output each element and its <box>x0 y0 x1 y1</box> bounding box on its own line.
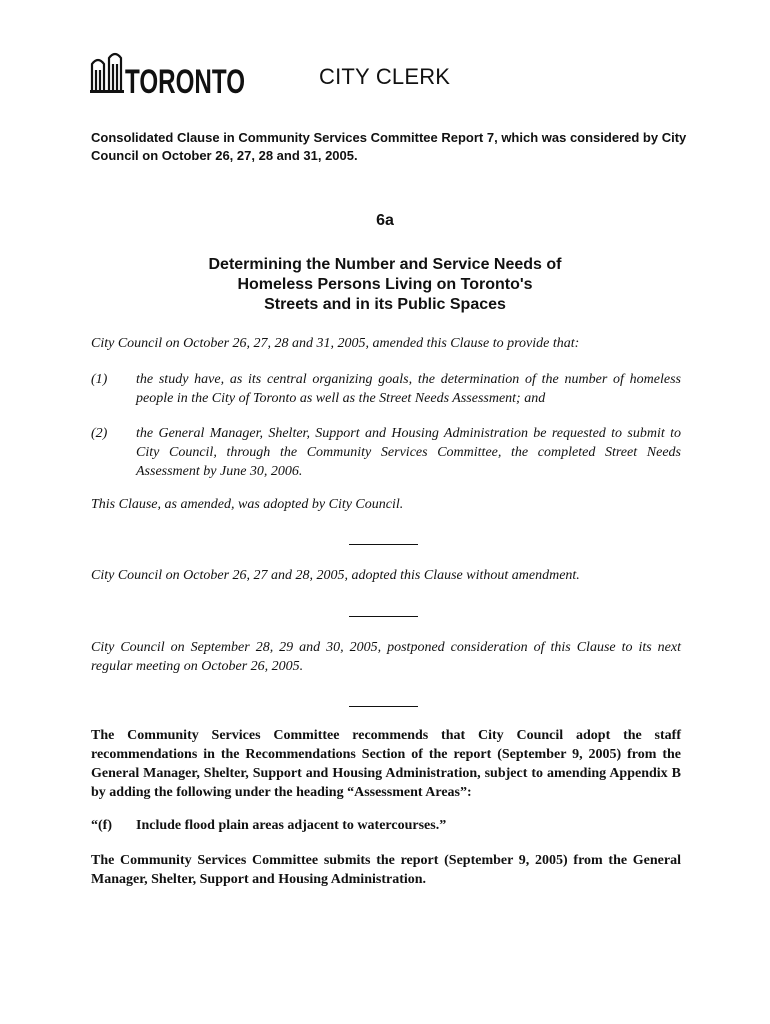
recommendation-item <box>91 816 681 835</box>
item-number: 6a <box>376 212 394 229</box>
adopted-note: This Clause, as amended, was adopted by City Council. <box>91 497 404 512</box>
council-note-september: City Council on September 28, 29 and 30, 2005, postponed consideration of this Clause to its next regular meeting on October 26, 2005. <box>91 640 681 674</box>
separator-rule <box>349 544 418 545</box>
separator-rule <box>349 616 418 617</box>
clause-title-line: Determining the Number and Service Needs of <box>208 256 562 273</box>
recommendation-item-text: Include flood plain areas adjacent to watercourses.” <box>136 818 447 833</box>
separator-rule <box>349 706 418 707</box>
clause-title-line: Streets and in its Public Spaces <box>264 296 506 313</box>
logo-wordmark: TORONTO <box>125 63 245 101</box>
amendment-text: the General Manager, Shelter, Support and Housing Administration be requested to submit to City Council, through the Community Services Committee, the completed Street Needs Assessment by June 30, 2006. <box>136 426 681 479</box>
clause-title-line: Homeless Persons Living on Toronto's <box>237 276 533 293</box>
committee-recommendation: The Community Services Committee recommends that City Council adopt the staff recommendations in the Recommendations Section of the report (September 9, 2005) from the General Manager, Shelter, Support and Housing Administration, subject to amending Appendix B by adding the following under the heading “Assessment Areas”: <box>91 728 681 800</box>
amendment-item <box>91 424 681 481</box>
amendment-number: (2) <box>91 426 108 441</box>
city-hall-logo-icon <box>90 46 250 101</box>
office-title: CITY CLERK <box>319 64 451 89</box>
committee-submission: The Community Services Committee submits the report (September 9, 2005) from the General Manager, Shelter, Support and Housing Administration. <box>91 853 681 887</box>
amendment-number: (1) <box>91 372 108 387</box>
amendment-item <box>91 370 681 408</box>
amendment-intro: City Council on October 26, 27, 28 and 31, 2005, amended this Clause to provide that: <box>91 336 580 351</box>
consolidated-clause-intro: Consolidated Clause in Community Services Committee Report 7, which was considered by City Council on October 26, 27, 28 and 31, 2005. <box>91 130 687 163</box>
toronto-logo <box>90 46 250 101</box>
council-note-october: City Council on October 26, 27 and 28, 2005, adopted this Clause without amendment. <box>91 568 580 583</box>
clause-title <box>0 255 770 315</box>
amendment-text: the study have, as its central organizing goals, the determination of the number of homeless people in the City of Toronto as well as the Street Needs Assessment; and <box>136 372 681 406</box>
recommendation-item-number: “(f) <box>91 818 112 833</box>
